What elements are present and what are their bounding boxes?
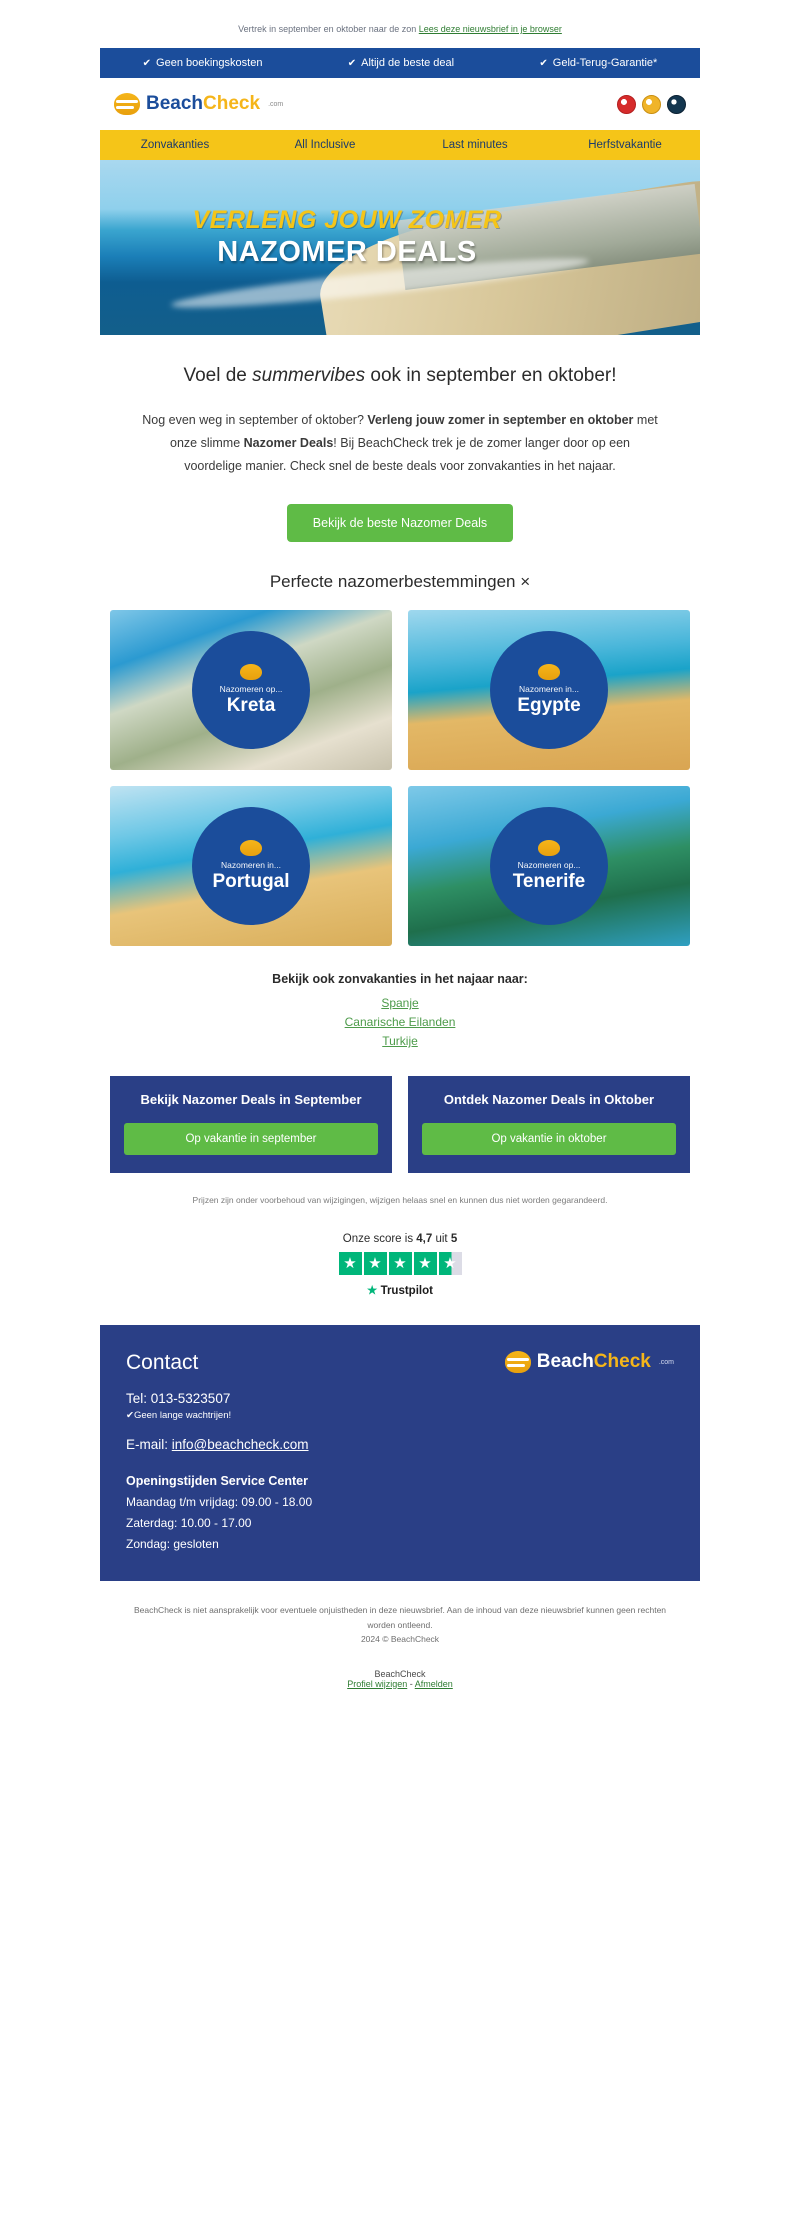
score-prefix: Onze score is xyxy=(342,1233,417,1246)
badge-red-icon xyxy=(617,95,636,114)
month-blocks xyxy=(100,1076,700,1173)
bottom-spacer xyxy=(100,1689,700,1729)
contact-phone-note xyxy=(126,1410,674,1421)
logo-wordmark: BeachCheck xyxy=(146,93,261,114)
link-separator: - xyxy=(407,1678,415,1689)
signoff-links xyxy=(100,1679,700,1689)
usp-label: Altijd de beste deal xyxy=(361,57,455,69)
unsubscribe-link[interactable]: Afmelden xyxy=(414,1678,453,1689)
usp-item xyxy=(348,57,454,69)
intro-paragraph xyxy=(100,409,700,478)
star-icon: ★ xyxy=(414,1252,437,1275)
primary-cta-row xyxy=(100,504,700,542)
destination-name: Portugal xyxy=(212,870,290,892)
destination-card-kreta[interactable] xyxy=(110,610,392,770)
contact-email xyxy=(126,1437,674,1452)
hero-copy xyxy=(182,206,512,269)
beach-logo-icon xyxy=(538,664,560,680)
phone-note-label: Geen lange wachtrijen! xyxy=(133,1410,232,1422)
destination-kicker: Nazomeren op... xyxy=(517,859,581,870)
legal-text xyxy=(100,1603,700,1646)
destination-badge xyxy=(192,631,310,749)
brand-logo[interactable] xyxy=(114,93,283,115)
destination-grid xyxy=(100,610,700,946)
extra-destinations xyxy=(100,972,700,1048)
destination-kicker: Nazomeren in... xyxy=(221,859,281,870)
intro-text-3: ! Bij BeachCheck trek je de zomer langer door op een voordelige manier. Check snel de beste deals voor zonvakanties in het najaar. xyxy=(184,436,630,474)
email-link[interactable]: info@beachcheck.com xyxy=(171,1437,309,1453)
badge-yellow-icon xyxy=(642,95,661,114)
headline-emphasis: summervibes xyxy=(252,365,366,386)
usp-label: Geld-Terug-Garantie* xyxy=(552,57,658,69)
badge-dark-icon xyxy=(667,95,686,114)
usp-item xyxy=(539,57,657,69)
opening-hours-row: Maandag t/m vrijdag: 09.00 - 18.00 xyxy=(126,1495,313,1510)
check-icon: ✔ xyxy=(539,57,548,69)
nav-item-last-minutes[interactable]: Last minutes xyxy=(442,139,508,151)
beach-logo-icon xyxy=(114,93,140,115)
trustpilot-wordmark: Trustpilot xyxy=(380,1285,433,1298)
check-icon: ✔ xyxy=(142,57,152,69)
beach-logo-icon xyxy=(240,664,262,680)
email-container xyxy=(100,0,700,1729)
headline-post: ook in september en oktober! xyxy=(365,365,617,386)
preheader xyxy=(100,0,700,48)
contact-heading: Contact xyxy=(126,1351,199,1375)
trustpilot-score xyxy=(100,1233,700,1245)
extra-destinations-title: Bekijk ook zonvakanties in het najaar naar: xyxy=(272,972,528,987)
oktober-button[interactable]: Op vakantie in oktober xyxy=(422,1123,676,1155)
hero-line-1: VERLENG JOUW ZOMER xyxy=(192,206,502,234)
star-half-icon: ★ xyxy=(439,1252,462,1275)
destinations-title: Perfecte nazomerbestemmingen × xyxy=(269,572,531,592)
main-nav xyxy=(100,130,700,160)
edit-profile-link[interactable]: Profiel wijzigen xyxy=(347,1678,408,1689)
nav-item-all-inclusive[interactable]: All Inclusive xyxy=(294,139,356,151)
intro-bold-1: Verleng jouw zomer in september en oktober xyxy=(367,413,634,427)
month-title: Bekijk Nazomer Deals in September xyxy=(140,1092,362,1108)
footer-logo[interactable] xyxy=(505,1351,674,1373)
signoff-block xyxy=(100,1669,700,1689)
opening-hours-heading: Openingstijden Service Center xyxy=(126,1474,308,1489)
beach-logo-icon xyxy=(538,840,560,856)
destination-card-egypte[interactable] xyxy=(408,610,690,770)
intro-bold-2: Nazomer Deals xyxy=(243,436,334,451)
nav-item-zonvakanties[interactable]: Zonvakanties xyxy=(140,139,210,151)
view-in-browser-link[interactable]: Lees deze nieuwsbrief in je browser xyxy=(418,24,562,34)
star-icon: ★ xyxy=(364,1252,387,1275)
intro-text-1: Nog even weg in september of oktober? xyxy=(142,413,368,427)
usp-label: Geen boekingskosten xyxy=(156,57,263,69)
destination-name: Kreta xyxy=(226,694,276,716)
beach-logo-icon xyxy=(505,1351,531,1373)
email-label: E-mail: xyxy=(126,1437,172,1453)
extra-link-turkije[interactable]: Turkije xyxy=(382,1034,418,1049)
destination-card-portugal[interactable] xyxy=(110,786,392,946)
destination-badge xyxy=(192,807,310,925)
email-header xyxy=(100,78,700,130)
footer-logo-suffix: .com xyxy=(658,1358,674,1366)
usp-item xyxy=(143,57,263,69)
check-icon: ✔ xyxy=(126,1410,134,1422)
opening-hours-row: Zondag: gesloten xyxy=(126,1537,219,1552)
signoff-brand: BeachCheck xyxy=(374,1668,426,1679)
usp-bar xyxy=(100,48,700,78)
trustpilot-star-icon: ★ xyxy=(367,1285,378,1298)
star-icon: ★ xyxy=(389,1252,412,1275)
destination-card-tenerife[interactable] xyxy=(408,786,690,946)
preheader-text: Vertrek in september en oktober naar de zon xyxy=(238,24,417,34)
score-max: 5 xyxy=(450,1233,458,1246)
trustpilot-brand[interactable] xyxy=(100,1283,700,1297)
price-disclaimer: Prijzen zijn onder voorbehoud van wijzigingen, wijzigen helaas snel en kunnen dus niet worden gegarandeerd. xyxy=(192,1195,608,1206)
destination-name: Tenerife xyxy=(512,870,586,892)
hero-line-2: NAZOMER DEALS xyxy=(217,236,477,268)
contact-footer xyxy=(100,1325,700,1581)
legal-line-1: BeachCheck is niet aansprakelijk voor eventuele onjuistheden in deze nieuwsbrief. Aan de inhoud van deze nieuwsbrief kunnen geen rechten worden ontleend. xyxy=(133,1605,667,1630)
destination-badge xyxy=(490,807,608,925)
trust-badges xyxy=(617,95,686,114)
page-title xyxy=(100,365,700,387)
intro-text-2: met onze slimme xyxy=(170,413,658,451)
opening-hours-row: Zaterdag: 10.00 - 17.00 xyxy=(126,1516,252,1531)
extra-link-canarische-eilanden[interactable]: Canarische Eilanden xyxy=(344,1015,456,1030)
hero-banner[interactable] xyxy=(100,160,700,335)
destination-badge xyxy=(490,631,608,749)
intro-section xyxy=(100,335,700,542)
logo-suffix: .com xyxy=(268,100,284,108)
headline-pre: Voel de xyxy=(183,365,253,386)
destination-kicker: Nazomeren in... xyxy=(519,683,579,694)
nav-item-herfstvakantie[interactable]: Herfstvakantie xyxy=(588,139,662,151)
month-card-oktober xyxy=(408,1076,690,1173)
trustpilot-block xyxy=(100,1233,700,1297)
score-mid: uit xyxy=(432,1233,451,1246)
footer-logo-wordmark: BeachCheck xyxy=(536,1351,651,1373)
view-deals-button[interactable]: Bekijk de beste Nazomer Deals xyxy=(287,504,513,542)
destination-kicker: Nazomeren op... xyxy=(219,683,283,694)
star-icon: ★ xyxy=(339,1252,362,1275)
contact-header-row xyxy=(126,1351,674,1375)
september-button[interactable]: Op vakantie in september xyxy=(124,1123,378,1155)
month-title: Ontdek Nazomer Deals in Oktober xyxy=(443,1092,655,1108)
contact-phone[interactable]: Tel: 013-5323507 xyxy=(126,1391,231,1407)
check-icon: ✔ xyxy=(347,57,357,69)
star-rating xyxy=(100,1252,700,1275)
month-card-september xyxy=(110,1076,392,1173)
score-value: 4,7 xyxy=(416,1233,433,1246)
beach-logo-icon xyxy=(240,840,262,856)
destination-name: Egypte xyxy=(517,694,581,716)
extra-link-spanje[interactable]: Spanje xyxy=(381,996,419,1011)
legal-line-2: 2024 © BeachCheck xyxy=(360,1634,440,1645)
